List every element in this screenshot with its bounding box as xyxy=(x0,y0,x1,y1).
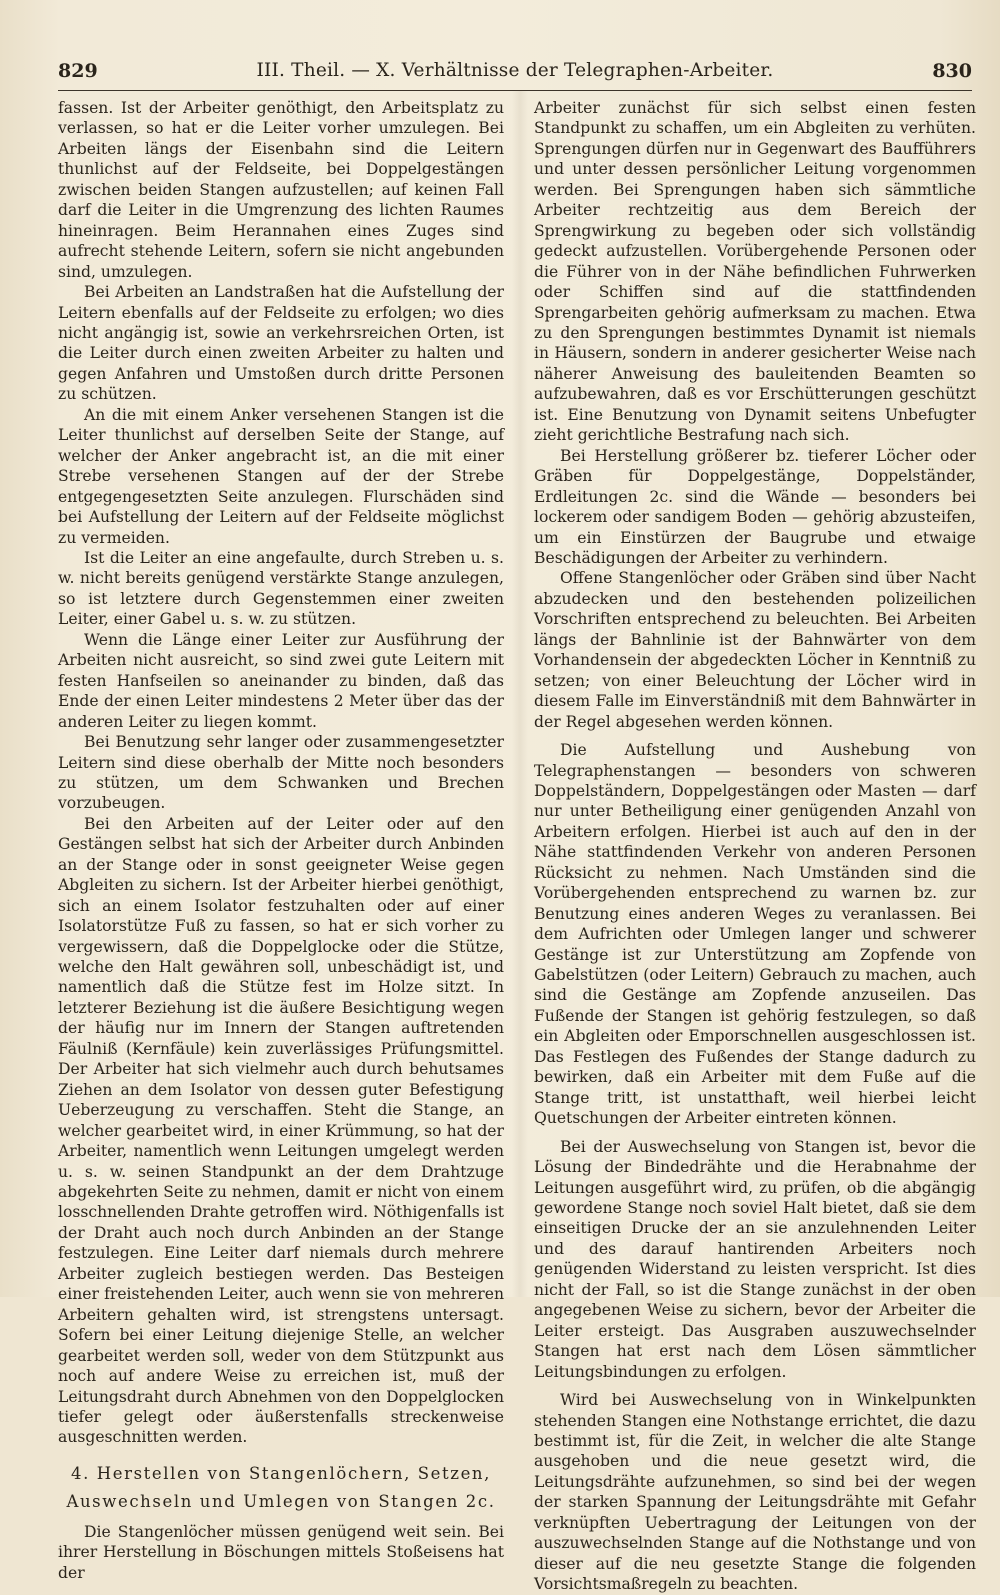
paragraph: Ist die Leiter an eine angefaulte, durch Streben u. s. w. nicht bereits genügend verstärkte Stange anzulegen, so ist letztere durch Gegenstemmen einer zweiten Leiter, einer Gabel u. s. w. zu stützen. xyxy=(58,548,504,629)
paragraph: Bei den Arbeiten auf der Leiter oder auf den Gestängen selbst hat sich der Arbeiter durch Anbinden an der Stange oder in sonst geeigneter Weise gegen Abgleiten zu sichern. Ist der Arbeiter hierbei genöthigt, sich an einem Isolator festzuhalten oder auf einer Isolatorstütze Fuß zu fassen, so hat er sich vorher zu vergewissern, daß die Doppelglocke oder die Stütze, welche den Halt gewähren soll, unbeschädigt ist, und namentlich daß die Stütze fest im Holze sitzt. In letzterer Beziehung ist die äußere Besichtigung wegen der häufig nur im Innern der Stangen auftretenden Fäulniß (Kernfäule) kein zuverlässiges Prüfungsmittel. Der Arbeiter hat sich vielmehr auch durch behutsames Ziehen an dem Isolator von dessen guter Befestigung Ueberzeugung zu verschaffen. Steht die Stange, an welcher gearbeitet wird, in einer Krümmung, so hat der Arbeiter, namentlich wenn Leitungen umgelegt werden u. s. w. seinen Standpunkt an der dem Drahtzuge abgekehrten Seite zu nehmen, damit er nicht von einem losschnellenden Drahte getroffen wird. Nöthigenfalls ist der Draht auch noch durch Anbinden an der Stange festzulegen. Eine Leiter darf niemals durch mehrere Arbeiter zugleich bestiegen werden. Das Besteigen einer freistehenden Leiter, auch wenn sie von mehreren Arbeitern gehalten wird, ist strengstens untersagt. Sofern bei einer Leitung diejenige Stelle, an welcher gearbeitet werden soll, weder von dem Stützpunkt aus noch auf andere Weise zu erreichen ist, muß der Leitungsdraht durch Abnehmen von den Doppelglocken tiefer gelegt oder äußerstenfalls streckenweise ausgeschnitten werden. xyxy=(58,814,504,1447)
right-page-number: 830 xyxy=(932,60,972,82)
paragraph: Bei Herstellung größerer bz. tieferer Löcher oder Gräben für Doppelgestänge, Doppelständer, Erdleitungen 2c. sind die Wände — besonders bei lockerem oder sandigem Boden — gehörig abzusteifen, um ein Einstürzen der Baugrube und etwaige Beschädigungen der Arbeiter zu verhindern. xyxy=(534,446,976,567)
paragraph: Bei Benutzung sehr langer oder zusammengesetzter Leitern sind diese oberhalb der Mitte noch besonders zu stützen, um dem Schwanken und Brechen vorzubeugen. xyxy=(58,733,504,813)
page-header xyxy=(58,56,972,91)
section-heading-line: 4. Herstellen von Stangenlöchern, Setzen, xyxy=(70,1463,492,1483)
paragraph: Wenn die Länge einer Leiter zur Ausführung der Arbeiten nicht ausreicht, so sind zwei gute Leitern mit festen Hanfseilen so aneinander zu binden, daß das Ende der einen Leiter mindestens 2 Meter über das der anderen Leiter zu liegen kommt. xyxy=(58,630,504,731)
column-gutter xyxy=(512,90,528,1297)
running-title: III. Theil. — X. Verhältnisse der Telegraphen-Arbeiter. xyxy=(256,60,774,81)
paragraph: Wird bei Auswechselung von in Winkelpunkten stehenden Stangen eine Nothstange errichtet, die dazu bestimmt ist, für die Zeit, in welcher die alte Stange ausgehoben und die neue gesetzt wird, die Leitungsdrähte aufzunehmen, so sind bei der wegen der starken Spannung der Leitungsdrähte mit Gefahr verknüpften Uebertragung der Leitungen von der auszuwechselnden Stange auf die Nothstange und von dieser auf die neu gesetzte Stange die folgenden Vorsichtsmaßregeln zu beachten. xyxy=(534,1391,976,1594)
left-page-number: 829 xyxy=(58,60,98,82)
paragraph: Bei der Auswechselung von Stangen ist, bevor die Lösung der Bindedrähte und die Herabnahme der Leitungen ausgeführt wird, zu prüfen, ob die abgängig gewordene Stange noch soviel Halt bietet, daß sie dem einseitigen Drucke der an sie anzulehnenden Leiter und des darauf hantirenden Arbeiters noch genügenden Widerstand zu leisten verspricht. Ist dies nicht der Fall, so ist die Stange zunächst in der oben angegebenen Weise zu sichern, bevor der Arbeiter die Leiter ersteigt. Das Ausgraben auszuwechselnder Stangen hat erst nach dem Lösen sämmtlicher Leitungsbindungen zu erfolgen. xyxy=(534,1137,976,1381)
paragraph: An die mit einem Anker versehenen Stangen ist die Leiter thunlichst auf derselben Seite der Stange, auf welcher der Anker angebracht ist, an die mit einer Strebe versehenen Stangen auf der der Strebe entgegengesetzten Seite anzulegen. Flurschäden sind bei Aufstellung der Leitern auf der Feldseite möglichst zu vermeiden. xyxy=(58,405,504,547)
paragraph: Offene Stangenlöcher oder Gräben sind über Nacht abzudecken und den bestehenden polizeilichen Vorschriften entsprechend zu beleuchten. Bei Arbeiten längs der Bahnlinie ist der Bahnwärter von dem Vorhandensein der abgedeckten Löcher in Kenntniß zu setzen; von einer Beleuchtung der Löcher wird in diesem Falle im Einverständniß mit dem Bahnwärter in der Regel abgesehen werden können. xyxy=(534,569,976,731)
right-column xyxy=(534,98,976,1595)
left-column xyxy=(58,98,504,1583)
paragraph: fassen. Ist der Arbeiter genöthigt, den Arbeitsplatz zu verlassen, so hat er die Leiter vorher umzulegen. Bei Arbeiten längs der Eisenbahn sind die Leitern thunlichst auf der Feldseite, bei Doppelgestängen zwischen beiden Stangen aufzustellen; auf keinen Fall darf die Leiter in die Umgrenzung des lichten Raumes hineinragen. Beim Herannahen eines Zuges sind aufrecht stehende Leitern, sofern sie nicht angebunden sind, umzulegen. xyxy=(58,99,504,281)
paragraph: Bei Arbeiten an Landstraßen hat die Aufstellung der Leitern ebenfalls auf der Feldseite zu erfolgen; wo dies nicht angängig ist, sowie an verkehrsreichen Orten, ist die Leiter durch einen zweiten Arbeiter zu halten und gegen Anfahren und Umstoßen durch dritte Personen zu schützen. xyxy=(58,283,504,404)
paragraph: Arbeiter zunächst für sich selbst einen festen Standpunkt zu schaffen, um ein Abgleiten zu verhüten. Sprengungen dürfen nur in Gegenwart des Baufführers und unter dessen persönlicher Leitung vorgenommen werden. Bei Sprengungen haben sich sämmtliche Arbeiter rechtzeitig aus dem Bereich der Sprengwirkung zu begeben oder sich vollständig gedeckt aufzustellen. Vorübergehende Personen oder die Führer von in der Nähe befindlichen Fuhrwerken oder Schiffen sind auf die stattfindenden Sprengarbeiten gehörig aufmerksam zu machen. Etwa zu den Sprengungen bestimmtes Dynamit ist niemals in Häusern, sondern in anderer gesicherter Weise nach näherer Anweisung des bauleitenden Beamten so aufzubewahren, daß es vor Erschütterungen geschützt ist. Eine Benutzung von Dynamit seitens Unbefugter zieht gerichtliche Bestrafung nach sich. xyxy=(534,99,976,445)
paragraph: Die Aufstellung und Aushebung von Telegraphenstangen — besonders von schweren Doppelständern, Doppelgestängen oder Masten — darf nur unter Betheiligung einer genügenden Anzahl von Arbeitern erfolgen. Hierbei ist auch auf den in der Nähe stattfindenden Verkehr von anderen Personen Rücksicht zu nehmen. Nach Umständen sind die Vorübergehenden entsprechend zu warnen bz. zur Benutzung eines anderen Weges zu veranlassen. Bei dem Aufrichten oder Umlegen langer und schwerer Gestänge ist zur Unterstützung am Zopfende von Gabelstützen (oder Leitern) Gebrauch zu machen, auch sind die Gestänge am Zopfende anzuseilen. Das Fußende der Stangen ist gehörig festzulegen, so daß ein Abgleiten oder Emporschnellen ausgeschlossen ist. Das Festlegen des Fußendes der Stange dadurch zu bewirken, daß ein Arbeiter mit dem Fuße auf die Stange tritt, ist unstatthaft, weil hierbei leicht Quetschungen der Arbeiter eintreten können. xyxy=(534,741,976,1128)
section-heading xyxy=(58,1460,504,1516)
section-heading-line: Auswechseln und Umlegen von Stangen 2c. xyxy=(66,1491,496,1511)
paragraph: Die Stangenlöcher müssen genügend weit sein. Bei ihrer Herstellung in Böschungen mittels Stoßeisens hat der xyxy=(58,1522,504,1582)
